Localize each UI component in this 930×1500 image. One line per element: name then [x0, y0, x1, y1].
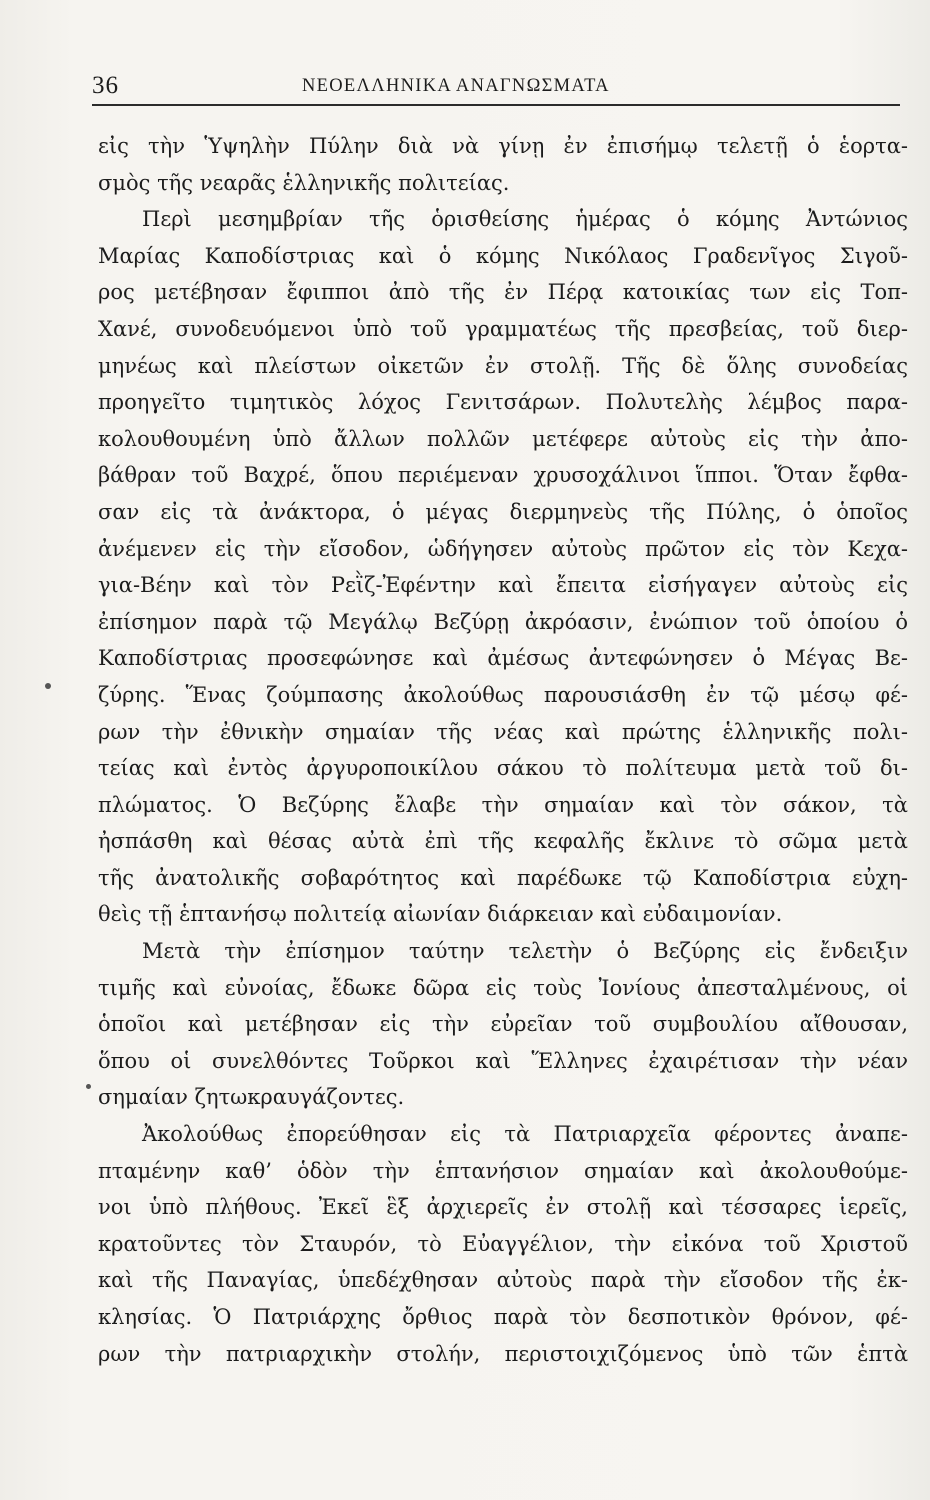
- text-line: Χανέ, συνοδευόμενοι ὑπὸ τοῦ γραμματέως τῆς πρεσβείας, τοῦ διερ-: [98, 316, 908, 341]
- page-number: 36: [92, 72, 119, 99]
- text-line: σμὸς τῆς νεαρᾶς ἑλληνικῆς πολιτείας.: [98, 170, 510, 195]
- margin-mark: [45, 683, 51, 689]
- text-line: σημαίαν ζητωκραυγάζοντες.: [98, 1085, 405, 1110]
- text-line: Ἀκολούθως ἐπορεύθησαν εἰς τὰ Πατριαρχεῖα φέροντες ἀναπε-: [142, 1122, 908, 1147]
- text-line: τῆς ἀνατολικῆς σοβαρότητος καὶ παρέδωκε τῷ Καποδίστρια εὐχη-: [98, 865, 908, 890]
- text-line: Περὶ μεσημβρίαν τῆς ὁρισθείσης ἡμέρας ὁ κόμης Ἀντώνιος: [142, 207, 908, 232]
- text-line: πλώματος. Ὁ Βεζύρης ἔλαβε τὴν σημαίαν καὶ τὸν σάκον, τὰ: [98, 792, 908, 817]
- text-line: βάθραν τοῦ Βαχρέ, ὅπου περιέμεναν χρυσοχάλινοι ἵπποι. Ὅταν ἔφθα-: [98, 463, 908, 488]
- text-line: κλησίας. Ὁ Πατριάρχης ὄρθιος παρὰ τὸν δεσποτικὸν θρόνον, φέ-: [98, 1305, 908, 1329]
- text-line: κολουθουμένη ὑπὸ ἄλλων πολλῶν μετέφερε αὐτοὺς εἰς τὴν ἀπο-: [98, 426, 908, 451]
- text-line: ρων τὴν ἐθνικὴν σημαίαν τῆς νέας καὶ πρώτης ἑλληνικῆς πολι-: [98, 719, 908, 744]
- running-title: ΝΕΟΕΛΛΗΝΙΚΑ ΑΝΑΓΝΩΣΜΑΤΑ: [302, 76, 610, 96]
- text-line: μηνέως καὶ πλείστων οἰκετῶν ἐν στολῇ. Τῆς δὲ ὅλης συνοδείας: [98, 353, 908, 378]
- text-line: σαν εἰς τὰ ἀνάκτορα, ὁ μέγας διερμηνεὺς τῆς Πύλης, ὁ ὁποῖος: [98, 499, 908, 524]
- page-header: [92, 68, 902, 104]
- header-rule: [92, 104, 900, 106]
- text-line: για-Βέην καὶ τὸν Ρεῒζ-Ἐφέντην καὶ ἔπειτα εἰσήγαγεν αὐτοὺς εἰς: [98, 573, 908, 598]
- text-line: θεὶς τῇ ἑπτανήσῳ πολιτείᾳ αἰωνίαν διάρκειαν καὶ εὐδαιμονίαν.: [98, 902, 783, 927]
- text-line: κρατοῦντες τὸν Σταυρόν, τὸ Εὐαγγέλιον, τὴν εἰκόνα τοῦ Χριστοῦ: [98, 1231, 908, 1256]
- text-line: προηγεῖτο τιμητικὸς λόχος Γενιτσάρων. Πολυτελὴς λέμβος παρα-: [98, 390, 908, 415]
- text-line: τιμῆς καὶ εὐνοίας, ἔδωκε δῶρα εἰς τοὺς Ἰονίους ἀπεσταλμένους, οἱ: [98, 975, 908, 1000]
- margin-mark: [86, 1084, 91, 1089]
- text-line: ὅπου οἱ συνελθόντες Τοῦρκοι καὶ Ἕλληνες ἐχαιρέτισαν τὴν νέαν: [98, 1048, 908, 1073]
- text-line: ζύρης. Ἕνας ζούμπασης ἀκολούθως παρουσιάσθη ἐν τῷ μέσῳ φέ-: [98, 682, 908, 707]
- text-line: νοι ὑπὸ πλήθους. Ἐκεῖ ἓξ ἀρχιερεῖς ἐν στολῇ καὶ τέσσαρες ἱερεῖς,: [98, 1195, 908, 1220]
- text-line: ἐπίσημον παρὰ τῷ Μεγάλῳ Βεζύρῃ ἀκρόασιν, ἐνώπιον τοῦ ὁποίου ὁ: [98, 609, 908, 634]
- text-line: ὁποῖοι καὶ μετέβησαν εἰς τὴν εὐρεῖαν τοῦ συμβουλίου αἴθουσαν,: [98, 1012, 908, 1037]
- text-line: ἀνέμενεν εἰς τὴν εἴσοδον, ὡδήγησεν αὐτοὺς πρῶτον εἰς τὸν Κεχα-: [98, 536, 908, 561]
- text-line: ρων τὴν πατριαρχικὴν στολήν, περιστοιχιζόμενος ὑπὸ τῶν ἑπτὰ: [98, 1341, 908, 1366]
- text-line: Μαρίας Καποδίστριας καὶ ὁ κόμης Νικόλαος Γραδενῖγος Σιγοῦ-: [98, 243, 908, 268]
- text-line: ἠσπάσθη καὶ θέσας αὐτὰ ἐπὶ τῆς κεφαλῆς ἔκλινε τὸ σῶμα μετὰ: [98, 829, 908, 854]
- body-text: [98, 128, 908, 1372]
- text-line: τείας καὶ ἐντὸς ἀργυροποικίλου σάκου τὸ πολίτευμα μετὰ τοῦ δι-: [98, 756, 908, 781]
- text-line: Καποδίστριας προσεφώνησε καὶ ἀμέσως ἀντεφώνησεν ὁ Μέγας Βε-: [98, 646, 908, 671]
- text-line: Μετὰ τὴν ἐπίσημον ταύτην τελετὴν ὁ Βεζύρης εἰς ἔνδειξιν: [142, 939, 908, 964]
- text-line: εἰς τὴν Ὑψηλὴν Πύλην διὰ νὰ γίνῃ ἐν ἐπισήμῳ τελετῇ ὁ ἑορτα-: [98, 134, 908, 158]
- text-line: ρος μετέβησαν ἔφιπποι ἀπὸ τῆς ἐν Πέρᾳ κατοικίας των εἰς Τοπ-: [98, 280, 908, 305]
- text-line: καὶ τῆς Παναγίας, ὑπεδέχθησαν αὐτοὺς παρὰ τὴν εἴσοδον τῆς ἐκ-: [98, 1268, 908, 1293]
- text-line: πταμένην καθ’ ὁδὸν τὴν ἑπτανήσιον σημαίαν καὶ ἀκολουθούμε-: [98, 1158, 908, 1183]
